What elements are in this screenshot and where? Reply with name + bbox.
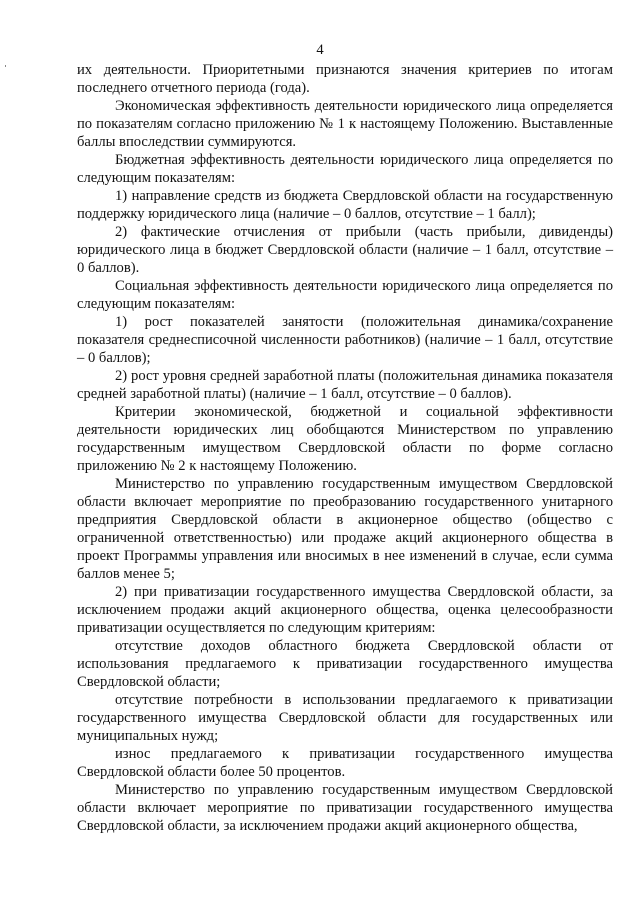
criterion-item: износ предлагаемого к приватизации государственного имущества Свердловской области более 50 процентов. (77, 746, 613, 780)
paragraph: Бюджетная эффективность деятельности юридического лица определяется по следующим показателям: (77, 152, 613, 186)
list-item: 2) рост уровня средней заработной платы (положительная динамика показателя средней заработной платы) (наличие – 1 балл, отсутствие – 0 баллов). (77, 368, 613, 402)
list-item: 1) направление средств из бюджета Свердловской области на государственную поддержку юридического лица (наличие – 0 баллов, отсутствие – 1 балл); (77, 188, 613, 222)
criterion-item: отсутствие потребности в использовании предлагаемого к приватизации государственного имущества Свердловской области для государственных или муниципальных нужд; (77, 692, 613, 744)
list-item: 1) рост показателей занятости (положительная динамика/сохранение показателя среднесписочной численности работников) (наличие – 1 балл, отсутствие – 0 баллов); (77, 314, 613, 366)
criterion-item: отсутствие доходов областного бюджета Свердловской области от использования предлагаемого к приватизации государственного имущества Свердловской области; (77, 638, 613, 690)
paragraph: их деятельности. Приоритетными признаются значения критериев по итогам последнего отчетного периода (года). (77, 62, 613, 96)
body-text (77, 61, 613, 835)
list-item: 2) фактические отчисления от прибыли (часть прибыли, дивиденды) юридического лица в бюджет Свердловской области (наличие – 1 балл, отсутствие – 0 баллов). (77, 224, 613, 276)
paragraph: Министерство по управлению государственным имуществом Свердловской области включает мероприятие по преобразованию государственного унитарного предприятия Свердловской области в акционерное общество (общество с ограниченной ответственностью) или продаже акций акционерного общества в проект Программы управления или вносимых в нее изменений в случае, если сумма баллов менее 5; (77, 476, 613, 582)
paragraph: Министерство по управлению государственным имуществом Свердловской области включает мероприятие по приватизации государственного имущества Свердловской области, за исключением продажи акций акционерного общества, (77, 782, 613, 834)
list-item: 2) при приватизации государственного имущества Свердловской области, за исключением продажи акций акционерного общества, оценка целесообразности приватизации осуществляется по следующим критериям: (77, 584, 613, 636)
paragraph: Социальная эффективность деятельности юридического лица определяется по следующим показателям: (77, 278, 613, 312)
margin-mark (5, 65, 6, 67)
paragraph: Критерии экономической, бюджетной и социальной эффективности деятельности юридических лиц обобщаются Министерством по управлению государственным имуществом Свердловской области по форме согласно приложению № 2 к настоящему Положению. (77, 404, 613, 474)
paragraph: Экономическая эффективность деятельности юридического лица определяется по показателям согласно приложению № 1 к настоящему Положению. Выставленные баллы впоследствии суммируются. (77, 98, 613, 150)
page-number: 4 (316, 42, 324, 58)
